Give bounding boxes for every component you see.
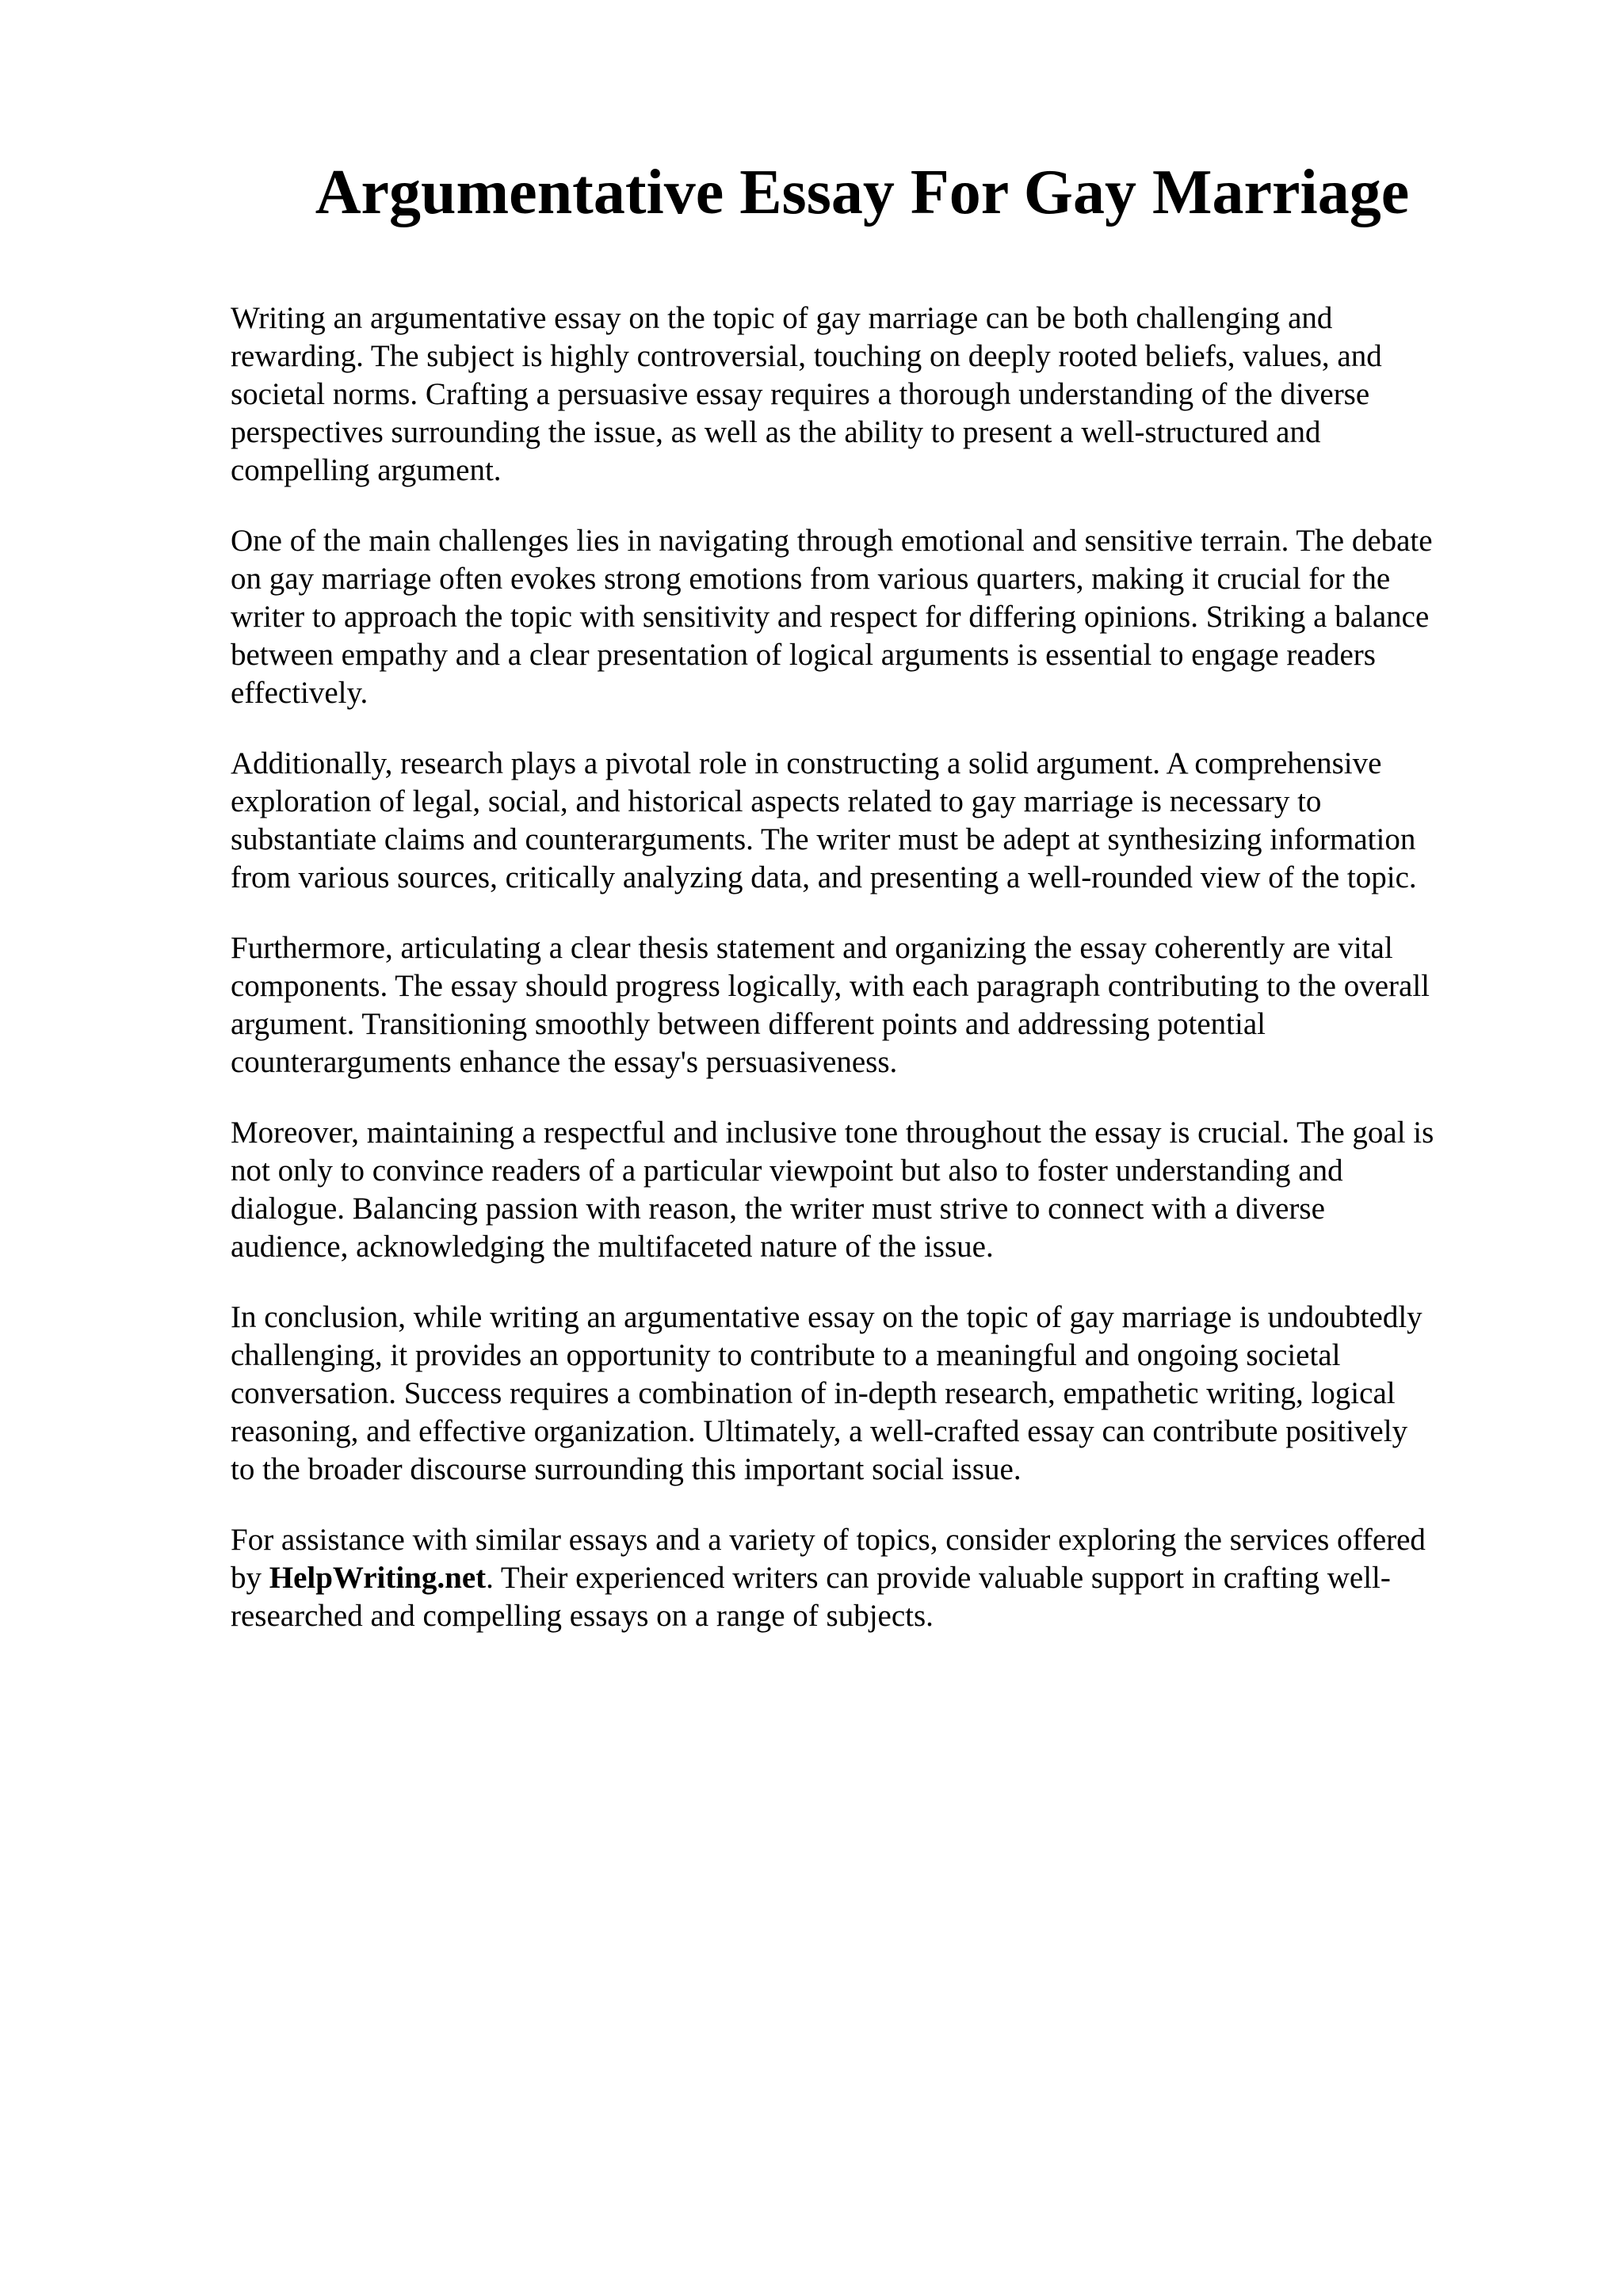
text-line: compelling argument.	[231, 453, 502, 487]
text-line: rewarding. The subject is highly controversial, touching on deeply rooted beliefs, values, and	[231, 339, 1382, 373]
text-line: Furthermore, articulating a clear thesis statement and organizing the essay coherently are vital	[231, 931, 1393, 965]
text-line: dialogue. Balancing passion with reason, the writer must strive to connect with a diverse	[231, 1192, 1325, 1226]
text-line: writer to approach the topic with sensitivity and respect for differing opinions. Striking a balance	[231, 600, 1430, 634]
paragraph-tone	[231, 1114, 1594, 1266]
paragraph-challenges	[231, 522, 1594, 712]
text-line: Additionally, research plays a pivotal role in constructing a solid argument. A comprehensive	[231, 746, 1382, 780]
paragraph-thesis	[231, 929, 1594, 1081]
text-line: on gay marriage often evokes strong emotions from various quarters, making it crucial for the	[231, 562, 1391, 596]
text-line: One of the main challenges lies in navigating through emotional and sensitive terrain. The debate	[231, 524, 1433, 558]
text-line: challenging, it provides an opportunity to contribute to a meaningful and ongoing societal	[231, 1338, 1341, 1372]
text-line: conversation. Success requires a combination of in-depth research, empathetic writing, logical	[231, 1376, 1396, 1410]
text-line: perspectives surrounding the issue, as well as the ability to present a well-structured and	[231, 415, 1321, 449]
text-line: argument. Transitioning smoothly between different points and addressing potential	[231, 1007, 1266, 1041]
paragraph-intro	[231, 299, 1594, 490]
text-line: Writing an argumentative essay on the topic of gay marriage can be both challenging and	[231, 301, 1333, 335]
text-line	[231, 1559, 1594, 1597]
text-line: audience, acknowledging the multifaceted nature of the issue.	[231, 1230, 994, 1264]
text-line: Moreover, maintaining a respectful and inclusive tone throughout the essay is crucial. The goal is	[231, 1116, 1434, 1150]
text-line: components. The essay should progress logically, with each paragraph contributing to the overall	[231, 969, 1430, 1003]
text-line: societal norms. Crafting a persuasive essay requires a thorough understanding of the diverse	[231, 377, 1370, 411]
closing-suffix: . Their experienced writers can provide valuable support in crafting well-	[486, 1561, 1391, 1595]
text-line: substantiate claims and counterarguments. The writer must be adept at synthesizing information	[231, 822, 1416, 856]
text-line: between empathy and a clear presentation of logical arguments is essential to engage readers	[231, 638, 1376, 672]
paragraph-research	[231, 745, 1594, 897]
text-line: In conclusion, while writing an argumentative essay on the topic of gay marriage is undoubtedly	[231, 1300, 1423, 1334]
closing-prefix: by	[231, 1561, 269, 1595]
text-line: researched and compelling essays on a range of subjects.	[231, 1599, 934, 1633]
text-line: to the broader discourse surrounding this important social issue.	[231, 1452, 1022, 1486]
text-line: For assistance with similar essays and a variety of topics, consider exploring the services offered	[231, 1523, 1426, 1557]
text-line: exploration of legal, social, and historical aspects related to gay marriage is necessary to	[231, 784, 1322, 818]
document-body	[231, 299, 1594, 1668]
paragraph-conclusion	[231, 1299, 1594, 1489]
helpwriting-brand: HelpWriting.net	[269, 1561, 487, 1595]
text-line: reasoning, and effective organization. Ultimately, a well-crafted essay can contribute positively	[231, 1414, 1408, 1448]
text-line: from various sources, critically analyzing data, and presenting a well-rounded view of the topic.	[231, 860, 1417, 894]
document-title: Argumentative Essay For Gay Marriage	[315, 158, 1410, 227]
text-line: not only to convince readers of a particular viewpoint but also to foster understanding and	[231, 1154, 1343, 1188]
paragraph-closing	[231, 1521, 1594, 1635]
text-line: effectively.	[231, 676, 369, 710]
text-line: counterarguments enhance the essay's persuasiveness.	[231, 1045, 898, 1079]
